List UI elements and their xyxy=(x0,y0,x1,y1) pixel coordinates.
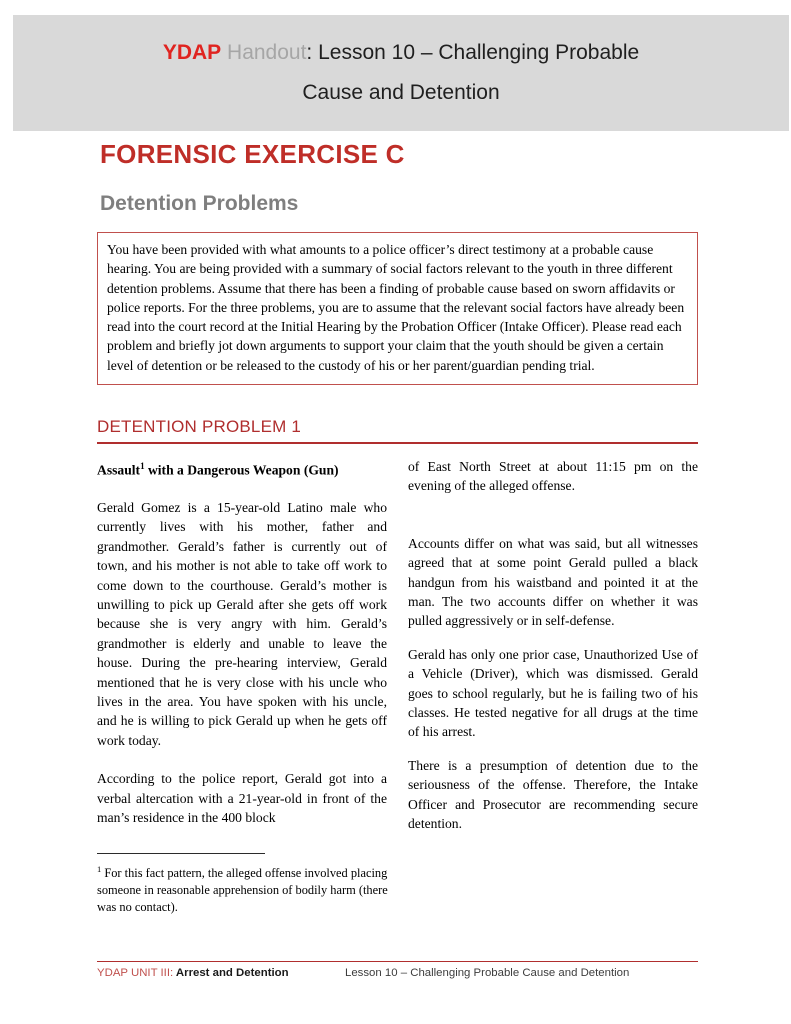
footnote-separator xyxy=(97,853,265,854)
footnote-marker: 1 xyxy=(97,864,102,874)
left-paragraph-1: Gerald Gomez is a 15-year-old Latino male who currently lives with his mother, father and grandmother. Gerald’s father is currently out of town, and his mother is not able to take off work to come down to the courthouse. Gerald’s mother is unwilling to pick up Gerald after she gets off work because she is very angry with him. Gerald’s grandmother is elderly and unable to leave the house. During the pre-hearing interview, Gerald mentioned that he is very close with his uncle who lives in the area. You have spoken with his uncle, and he is willing to pick Gerald up when he gets off work today. xyxy=(97,499,387,748)
footnote xyxy=(97,853,405,916)
left-column xyxy=(97,457,387,834)
handout-title xyxy=(163,33,639,113)
footnote-body: For this fact pattern, the alleged offense involved placing someone in reasonable apprehension of bodily harm (there was no contact). xyxy=(97,866,388,914)
brand-ydap: YDAP xyxy=(162,41,222,64)
page-title: FORENSIC EXERCISE C xyxy=(100,139,405,169)
offense-descriptor: with a Dangerous Weapon (Gun) xyxy=(144,462,339,478)
page-subtitle: Detention Problems xyxy=(100,192,299,215)
problem-1-body xyxy=(97,457,698,834)
footnote-reference: 1 xyxy=(140,461,145,471)
right-paragraph-4: There is a presumption of detention due to the seriousness of the offense. Therefore, the Intake Officer and Prosecutor are recommending secure detention. xyxy=(408,757,698,832)
instructions-text: You have been provided with what amounts to a police officer’s direct testimony at a probable cause hearing. You are being provided with a summary of social factors relevant to the youth in three different detention problems. Assume that there has been a finding of probable cause based on sworn affidavits or police reports. For the three problems, you are to assume that the relevant social factors have already been read into the court record at the Initial Hearing by the Probation Officer (Intake Officer). Please read each problem and briefly jot down arguments to support your claim that the youth should be given a certain level of detention or be released to the custody of his or her parent/guardian pending trial. xyxy=(107,242,685,373)
right-paragraph-2: Accounts differ on what was said, but all witnesses agreed that at some point Gerald pulled a black handgun from his waistband and pointed it at the man. The two accounts differ on whether it was pulled aggressively or in self-defense. xyxy=(408,535,698,629)
right-paragraph-1: of East North Street at about 11:15 pm on the evening of the alleged offense. xyxy=(408,459,698,494)
footnote-text xyxy=(97,861,405,916)
footer-unit xyxy=(97,967,345,979)
lesson-title-part1: : Lesson 10 – Challenging Probable xyxy=(306,41,640,64)
problem-1-heading: DETENTION PROBLEM 1 xyxy=(97,417,698,444)
footer-unit-title: Arrest and Detention xyxy=(173,967,289,979)
right-column xyxy=(408,457,698,834)
brand-name xyxy=(163,41,639,64)
offense-name: Assault xyxy=(97,462,141,478)
header-band xyxy=(13,15,789,131)
left-paragraph-2: According to the police report, Gerald got into a verbal altercation with a 21-year-old in front of the man’s residence in the 400 block xyxy=(97,771,387,826)
lesson-title-part2: Cause and Detention xyxy=(302,81,500,104)
footer-unit-label: YDAP UNIT III: xyxy=(97,967,174,979)
handout-type: Handout xyxy=(221,41,307,64)
page-footer xyxy=(97,961,698,979)
offense-title xyxy=(97,457,387,480)
right-paragraph-3: Gerald has only one prior case, Unauthorized Use of a Vehicle (Driver), which was dismissed. Gerald goes to school regularly, but he is failing two of his classes. He tested negative for all drugs at the time of his arrest. xyxy=(408,646,698,740)
instructions-box xyxy=(97,232,698,385)
footer-lesson: Lesson 10 – Challenging Probable Cause and Detention xyxy=(345,967,630,979)
